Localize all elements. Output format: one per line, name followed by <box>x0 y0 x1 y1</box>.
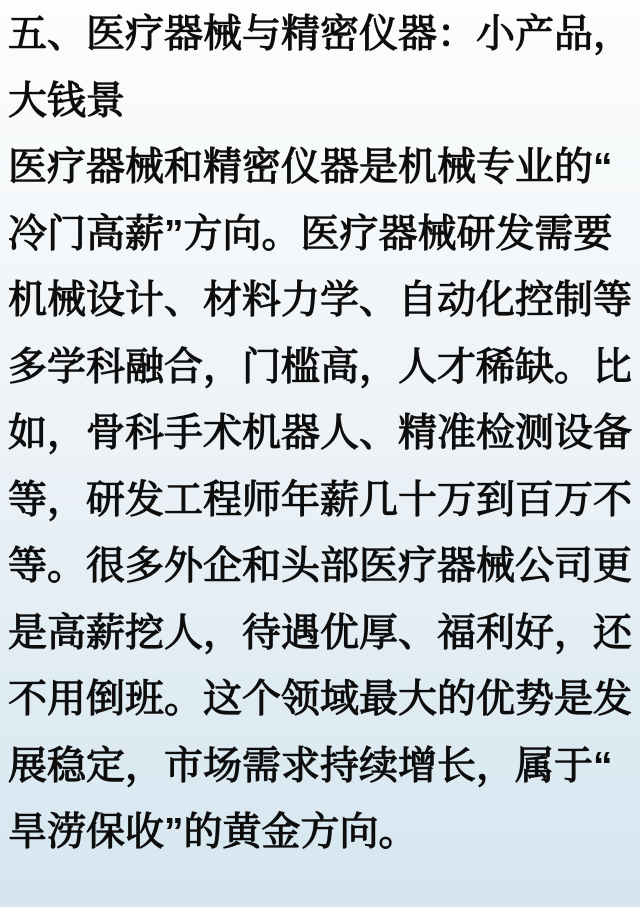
section-heading: 五、医疗器械与精密仪器：小产品，大钱景 <box>8 13 633 123</box>
section-paragraph: 医疗器械和精密仪器是机械专业的“冷门高薪”方向。医疗器械研发需要机械设计、材料力学、自动化控制等多学科融合，门槛高，人才稀缺。比如，骨科手术机器人、精准检测设备等，研发工程师年薪几十万到百万不等。很多外企和头部医疗器械公司更是高薪挖人，待遇优厚、福利好，还不用倒班。这个领域最大的优势是发展稳定，市场需求持续增长，属于“旱涝保收”的黄金方向。 <box>8 146 633 854</box>
